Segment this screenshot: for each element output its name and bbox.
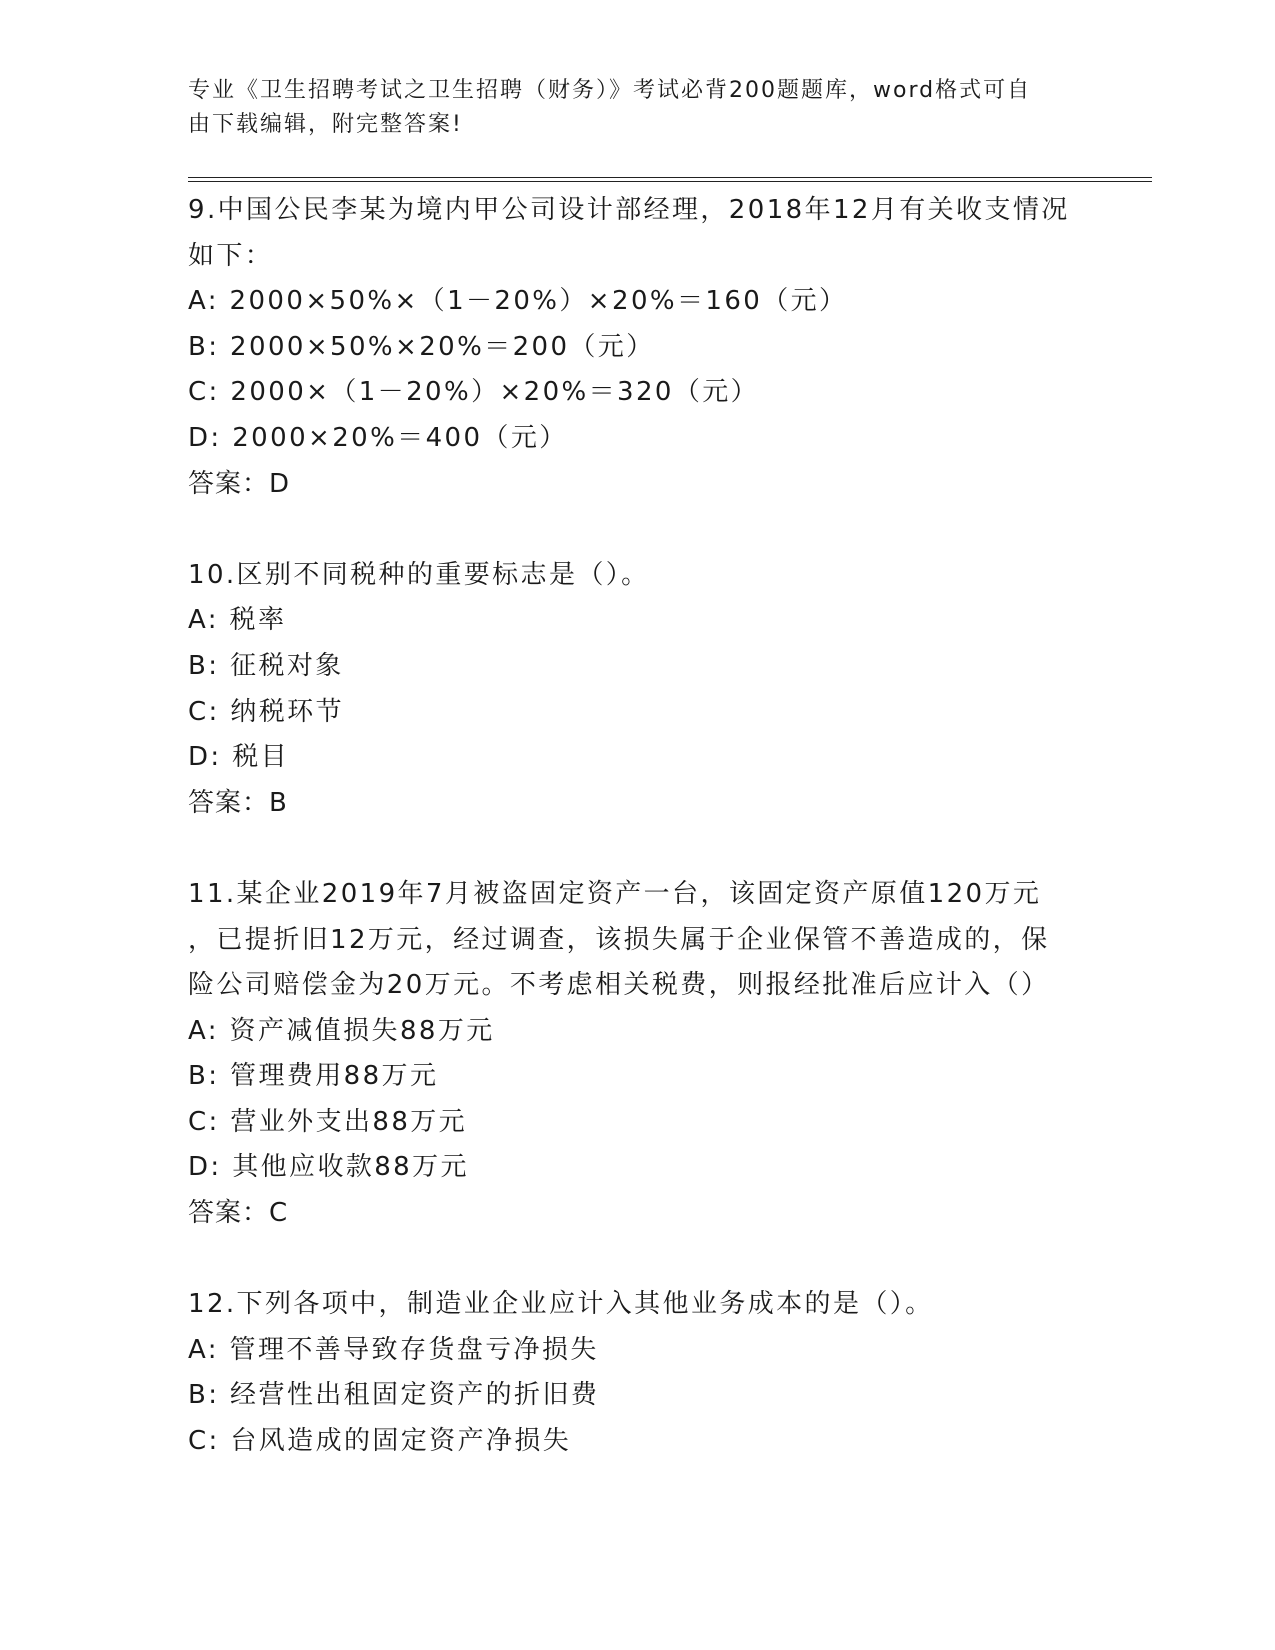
header-line-2: 由下载编辑，附完整答案!: [188, 112, 463, 137]
question-stem-line: 11.某企业2019年7月被盗固定资产一台，该固定资产原值120万元: [188, 878, 1042, 909]
question-stem-line: 10.区别不同税种的重要标志是（）。: [188, 559, 650, 590]
option-a: A: 资产减值损失88万元: [188, 1015, 495, 1046]
option-b: B: 2000×50%×20%＝200（元）: [188, 331, 655, 362]
answer-line: 答案：B: [188, 787, 288, 818]
option-a: A: 税率: [188, 605, 287, 636]
option-a: A: 管理不善导致存货盘亏净损失: [188, 1334, 599, 1365]
option-d: D: 税目: [188, 742, 290, 773]
option-c: C: 纳税环节: [188, 696, 344, 727]
question-stem-line: ，已提折旧12万元，经过调查，该损失属于企业保管不善造成的，保: [188, 924, 1050, 955]
option-b: B: 经营性出租固定资产的折旧费: [188, 1380, 600, 1411]
spacer: [188, 826, 1088, 872]
question-stem-line: 险公司赔偿金为20万元。不考虑相关税费，则报经批准后应计入（）: [188, 970, 1050, 1001]
question-stem-line: 如下：: [188, 240, 274, 271]
question-list: [188, 188, 1088, 1465]
answer-line: 答案：C: [188, 1198, 289, 1229]
spacer: [188, 1237, 1088, 1283]
spacer: [188, 507, 1088, 553]
question-9: [188, 188, 1088, 507]
option-d: D: 其他应收款88万元: [188, 1152, 469, 1183]
answer-line: 答案：D: [188, 468, 291, 499]
document-header: [188, 74, 1068, 142]
header-divider-top: [188, 177, 1152, 178]
question-11: [188, 872, 1088, 1237]
question-10: [188, 553, 1088, 827]
option-c: C: 台风造成的固定资产净损失: [188, 1426, 572, 1457]
option-c: C: 2000×（1－20%）×20%＝320（元）: [188, 377, 760, 408]
option-d: D: 2000×20%＝400（元）: [188, 422, 568, 453]
option-a: A: 2000×50%×（1－20%）×20%＝160（元）: [188, 286, 848, 317]
option-b: B: 征税对象: [188, 650, 344, 681]
header-divider-bottom: [188, 181, 1152, 182]
option-b: B: 管理费用88万元: [188, 1061, 439, 1092]
question-stem-line: 12.下列各项中，制造业企业应计入其他业务成本的是（）。: [188, 1289, 934, 1320]
header-line-1: 专业《卫生招聘考试之卫生招聘（财务）》考试必背200题题库，word格式可自: [188, 78, 1032, 103]
question-12: [188, 1282, 1088, 1464]
option-c: C: 营业外支出88万元: [188, 1106, 468, 1137]
question-stem-line: 9.中国公民李某为境内甲公司设计部经理，2018年12月有关收支情况: [188, 195, 1070, 225]
